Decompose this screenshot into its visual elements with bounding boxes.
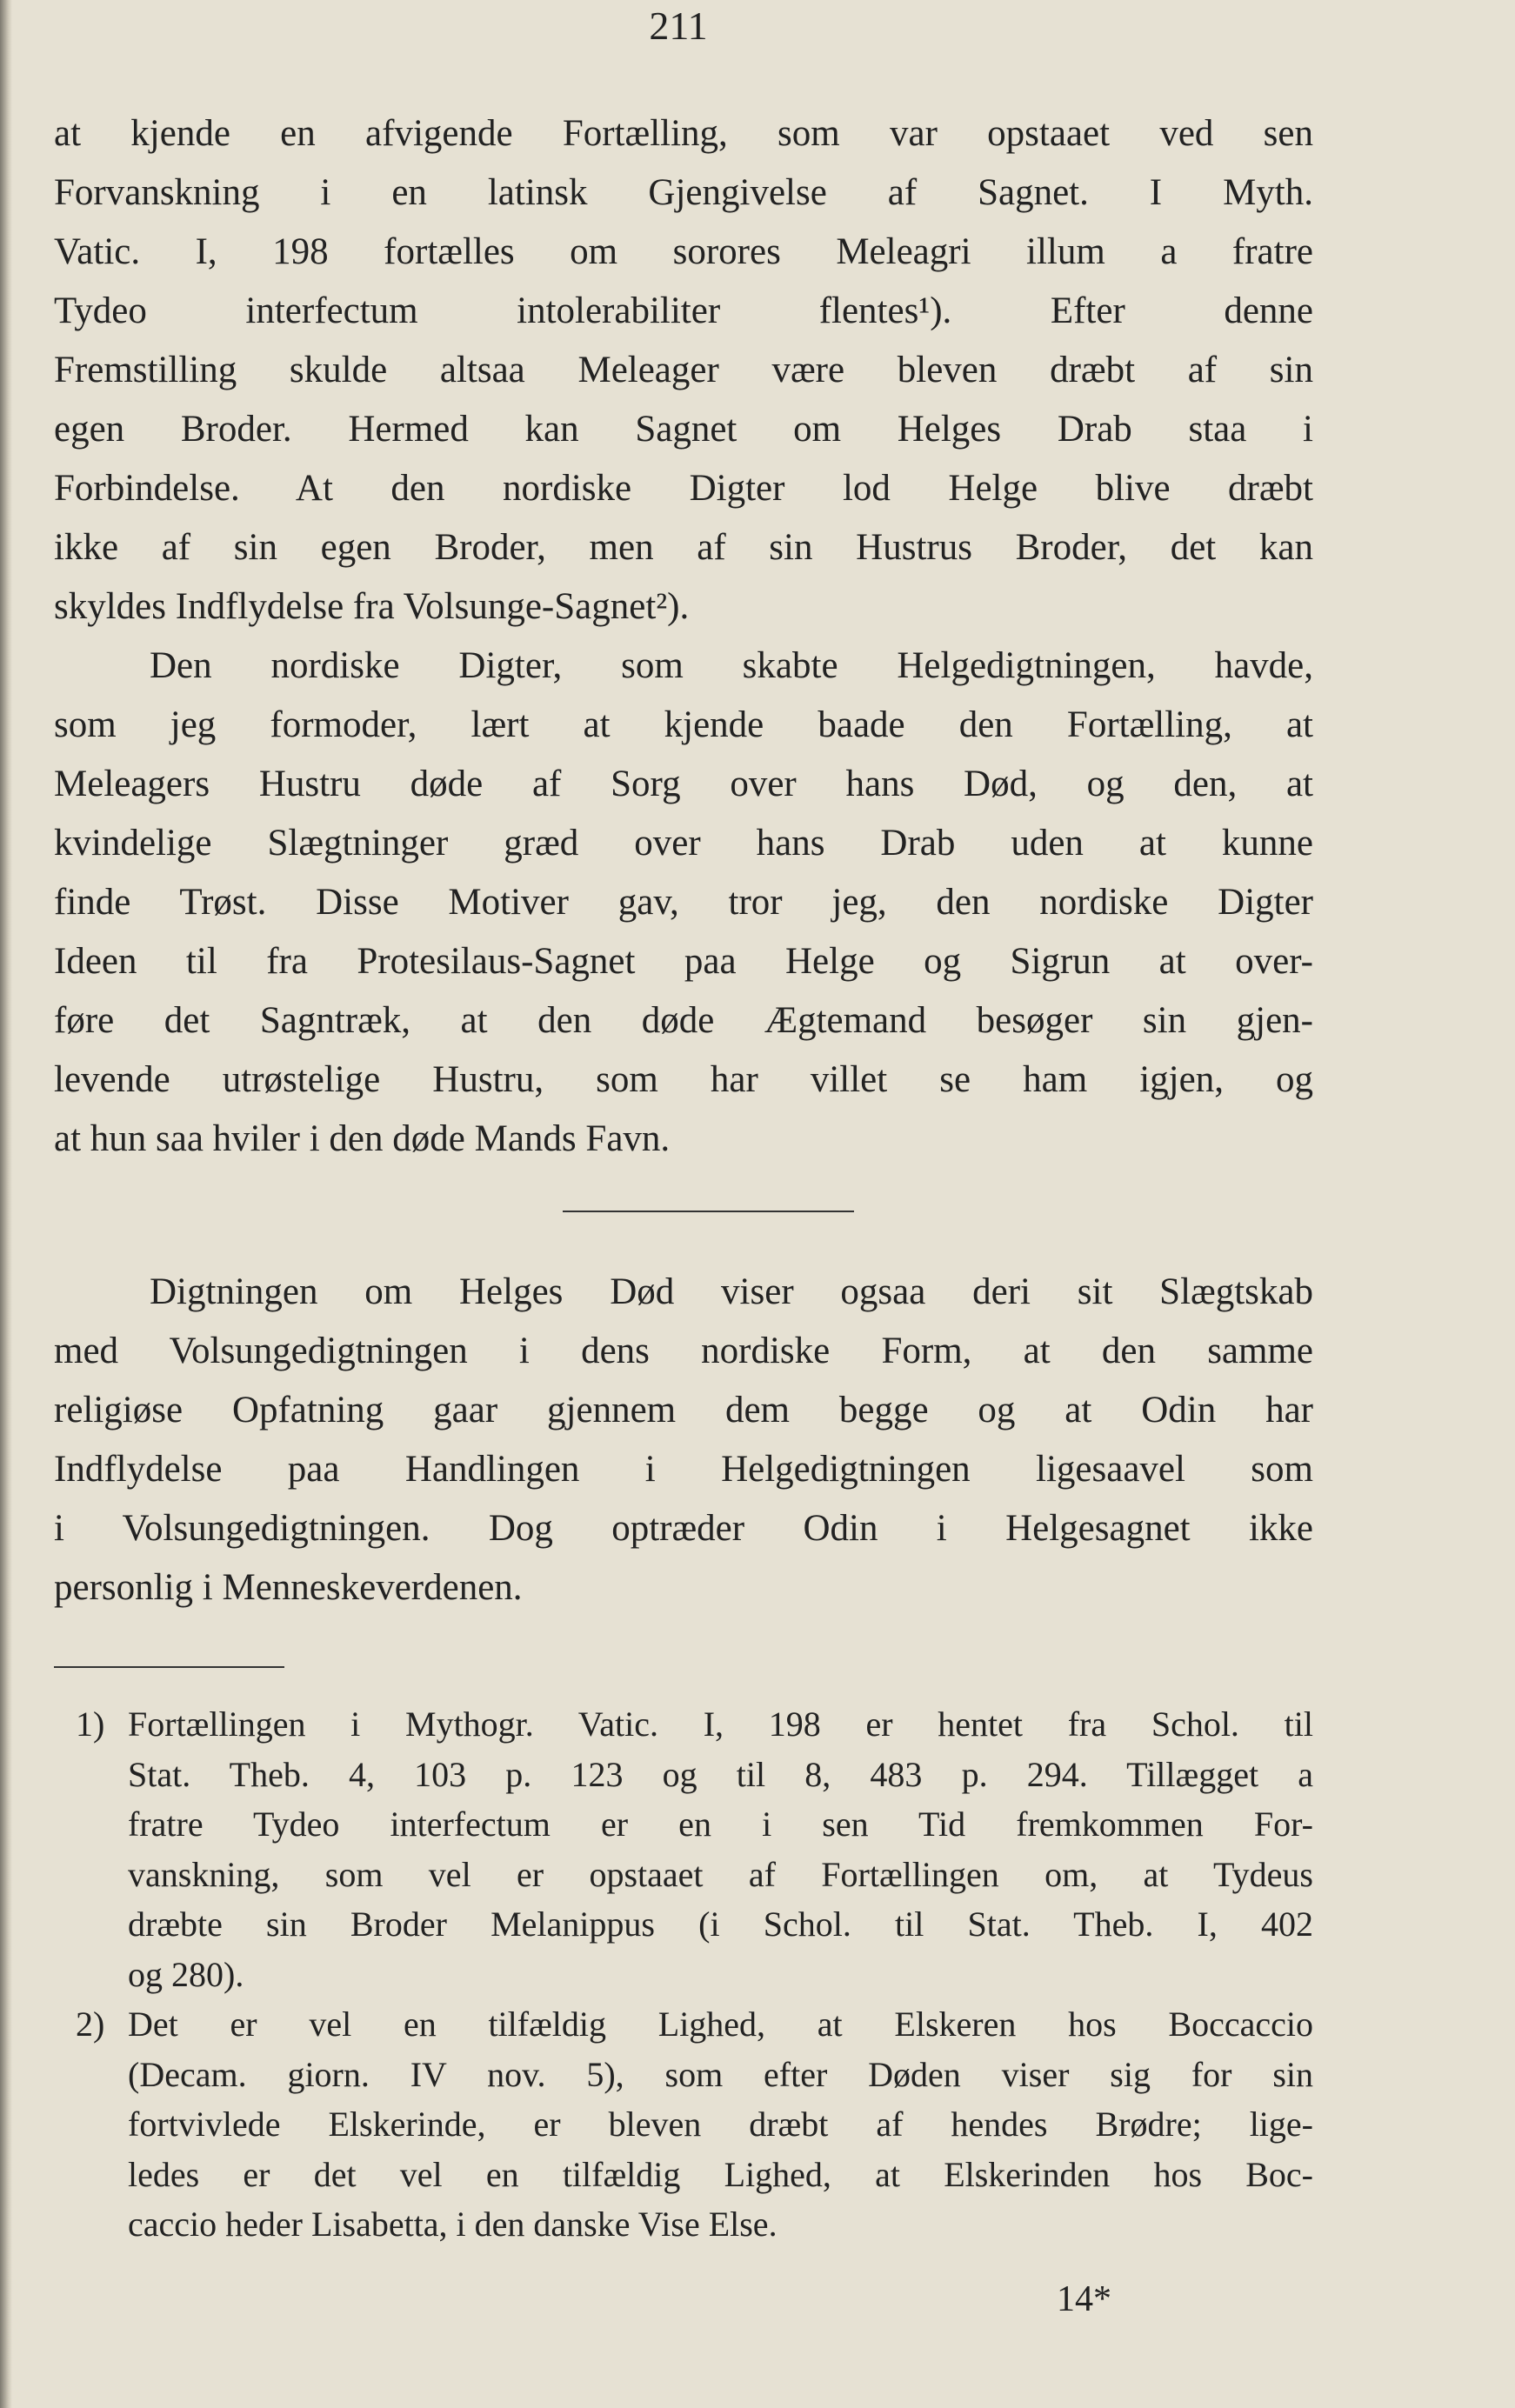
text-line: at hun saa hviler i den døde Mands Favn. xyxy=(54,1118,671,1159)
text-line: Indflydelse paa Handlingen i Helgedigtningen ligesaavel som xyxy=(54,1449,1313,1490)
footnote-line: vanskning, som vel er opstaaet af Fortællingen om, at Tydeus xyxy=(128,1854,1313,1894)
text-line: Forvanskning i en latinsk Gjengivelse af Sagnet. I Myth. xyxy=(54,172,1313,213)
text-line: Den nordiske Digter, som skabte Helgedigtningen, havde, xyxy=(150,645,1313,686)
paragraph-1 xyxy=(54,104,1313,637)
text-line: skyldes Indflydelse fra Volsunge-Sagnet²). xyxy=(54,586,690,627)
footnote-divider xyxy=(54,1666,284,1668)
text-line: Tydeo interfectum intolerabiliter flentes¹). Efter denne xyxy=(54,290,1313,331)
page-edge-shadow xyxy=(0,0,12,2408)
footnote-line: og 280). xyxy=(128,1954,244,1994)
text-line: Fremstilling skulde altsaa Meleager være bleven dræbt af sin xyxy=(54,350,1313,390)
text-line: i Volsungedigtningen. Dog optræder Odin i Helgesagnet ikke xyxy=(54,1508,1313,1549)
text-line: føre det Sagntræk, at den døde Ægtemand besøger sin gjen- xyxy=(54,1000,1313,1041)
footnote-text: Det er vel en tilfældig Lighed, at Elskeren hos Boccaccio xyxy=(128,2004,1313,2044)
text-line: religiøse Opfatning gaar gjennem dem begge og at Odin har xyxy=(54,1390,1313,1431)
footnote-line xyxy=(54,1699,1313,1750)
text-line: Digtningen om Helges Død viser ogsaa deri sit Slægtskab xyxy=(150,1271,1313,1312)
footnote-line: dræbte sin Broder Melanippus (i Schol. til Stat. Theb. I, 402 xyxy=(128,1904,1313,1944)
footnote-marker: 2) xyxy=(76,2004,105,2044)
footnote-1 xyxy=(54,1699,1313,1999)
text-line: personlig i Menneskeverdenen. xyxy=(54,1567,523,1608)
footnote-line: ledes er det vel en tilfældig Lighed, at Elskerinden hos Boc- xyxy=(128,2154,1313,2194)
text-line: levende utrøstelige Hustru, som har villet se ham igjen, og xyxy=(54,1059,1313,1100)
footnote-marker: 1) xyxy=(76,1704,105,1744)
footnote-line xyxy=(54,1999,1313,2050)
text-line: Meleagers Hustru døde af Sorg over hans Død, og den, at xyxy=(54,764,1313,804)
paragraph-3 xyxy=(54,1263,1313,1618)
section-gap xyxy=(54,1212,1313,1263)
text-line: kvindelige Slægtninger græd over hans Drab uden at kunne xyxy=(54,823,1313,864)
footnote-line: Stat. Theb. 4, 103 p. 123 og til 8, 483 p. 294. Tillægget a xyxy=(128,1754,1313,1794)
footnote-line: (Decam. giorn. IV nov. 5), som efter Døden viser sig for sin xyxy=(128,2054,1313,2094)
page-number: 211 xyxy=(649,3,708,48)
footnote-text: Fortællingen i Mythogr. Vatic. I, 198 er hentet fra Schol. til xyxy=(128,1704,1313,1744)
footnote-line: fortvivlede Elskerinde, er bleven dræbt af hendes Brødre; lige- xyxy=(128,2104,1313,2144)
footnote-line: caccio heder Lisabetta, i den danske Vise Else. xyxy=(128,2205,778,2244)
footnote-2 xyxy=(54,1999,1313,2250)
text-line: med Volsungedigtningen i dens nordiske Form, at den samme xyxy=(54,1331,1313,1371)
text-line: som jeg formoder, lært at kjende baade den Fortælling, at xyxy=(54,704,1313,745)
footnote-line: fratre Tydeo interfectum er en i sen Tid fremkommen For- xyxy=(128,1804,1313,1844)
page-body xyxy=(54,104,1313,2250)
text-line: Forbindelse. At den nordiske Digter lod Helge blive dræbt xyxy=(54,468,1313,509)
text-line: Vatic. I, 198 fortælles om sorores Meleagri illum a fratre xyxy=(54,231,1313,272)
text-line: finde Trøst. Disse Motiver gav, tror jeg, den nordiske Digter xyxy=(54,882,1313,923)
signature-mark: 14* xyxy=(1057,2279,1111,2319)
text-line: egen Broder. Hermed kan Sagnet om Helges Drab staa i xyxy=(54,409,1313,450)
text-line: at kjende en afvigende Fortælling, som var opstaaet ved sen xyxy=(54,113,1313,154)
text-line: ikke af sin egen Broder, men af sin Hustrus Broder, det kan xyxy=(54,527,1313,568)
paragraph-2 xyxy=(54,637,1313,1169)
text-line: Ideen til fra Protesilaus-Sagnet paa Helge og Sigrun at over- xyxy=(54,941,1313,982)
